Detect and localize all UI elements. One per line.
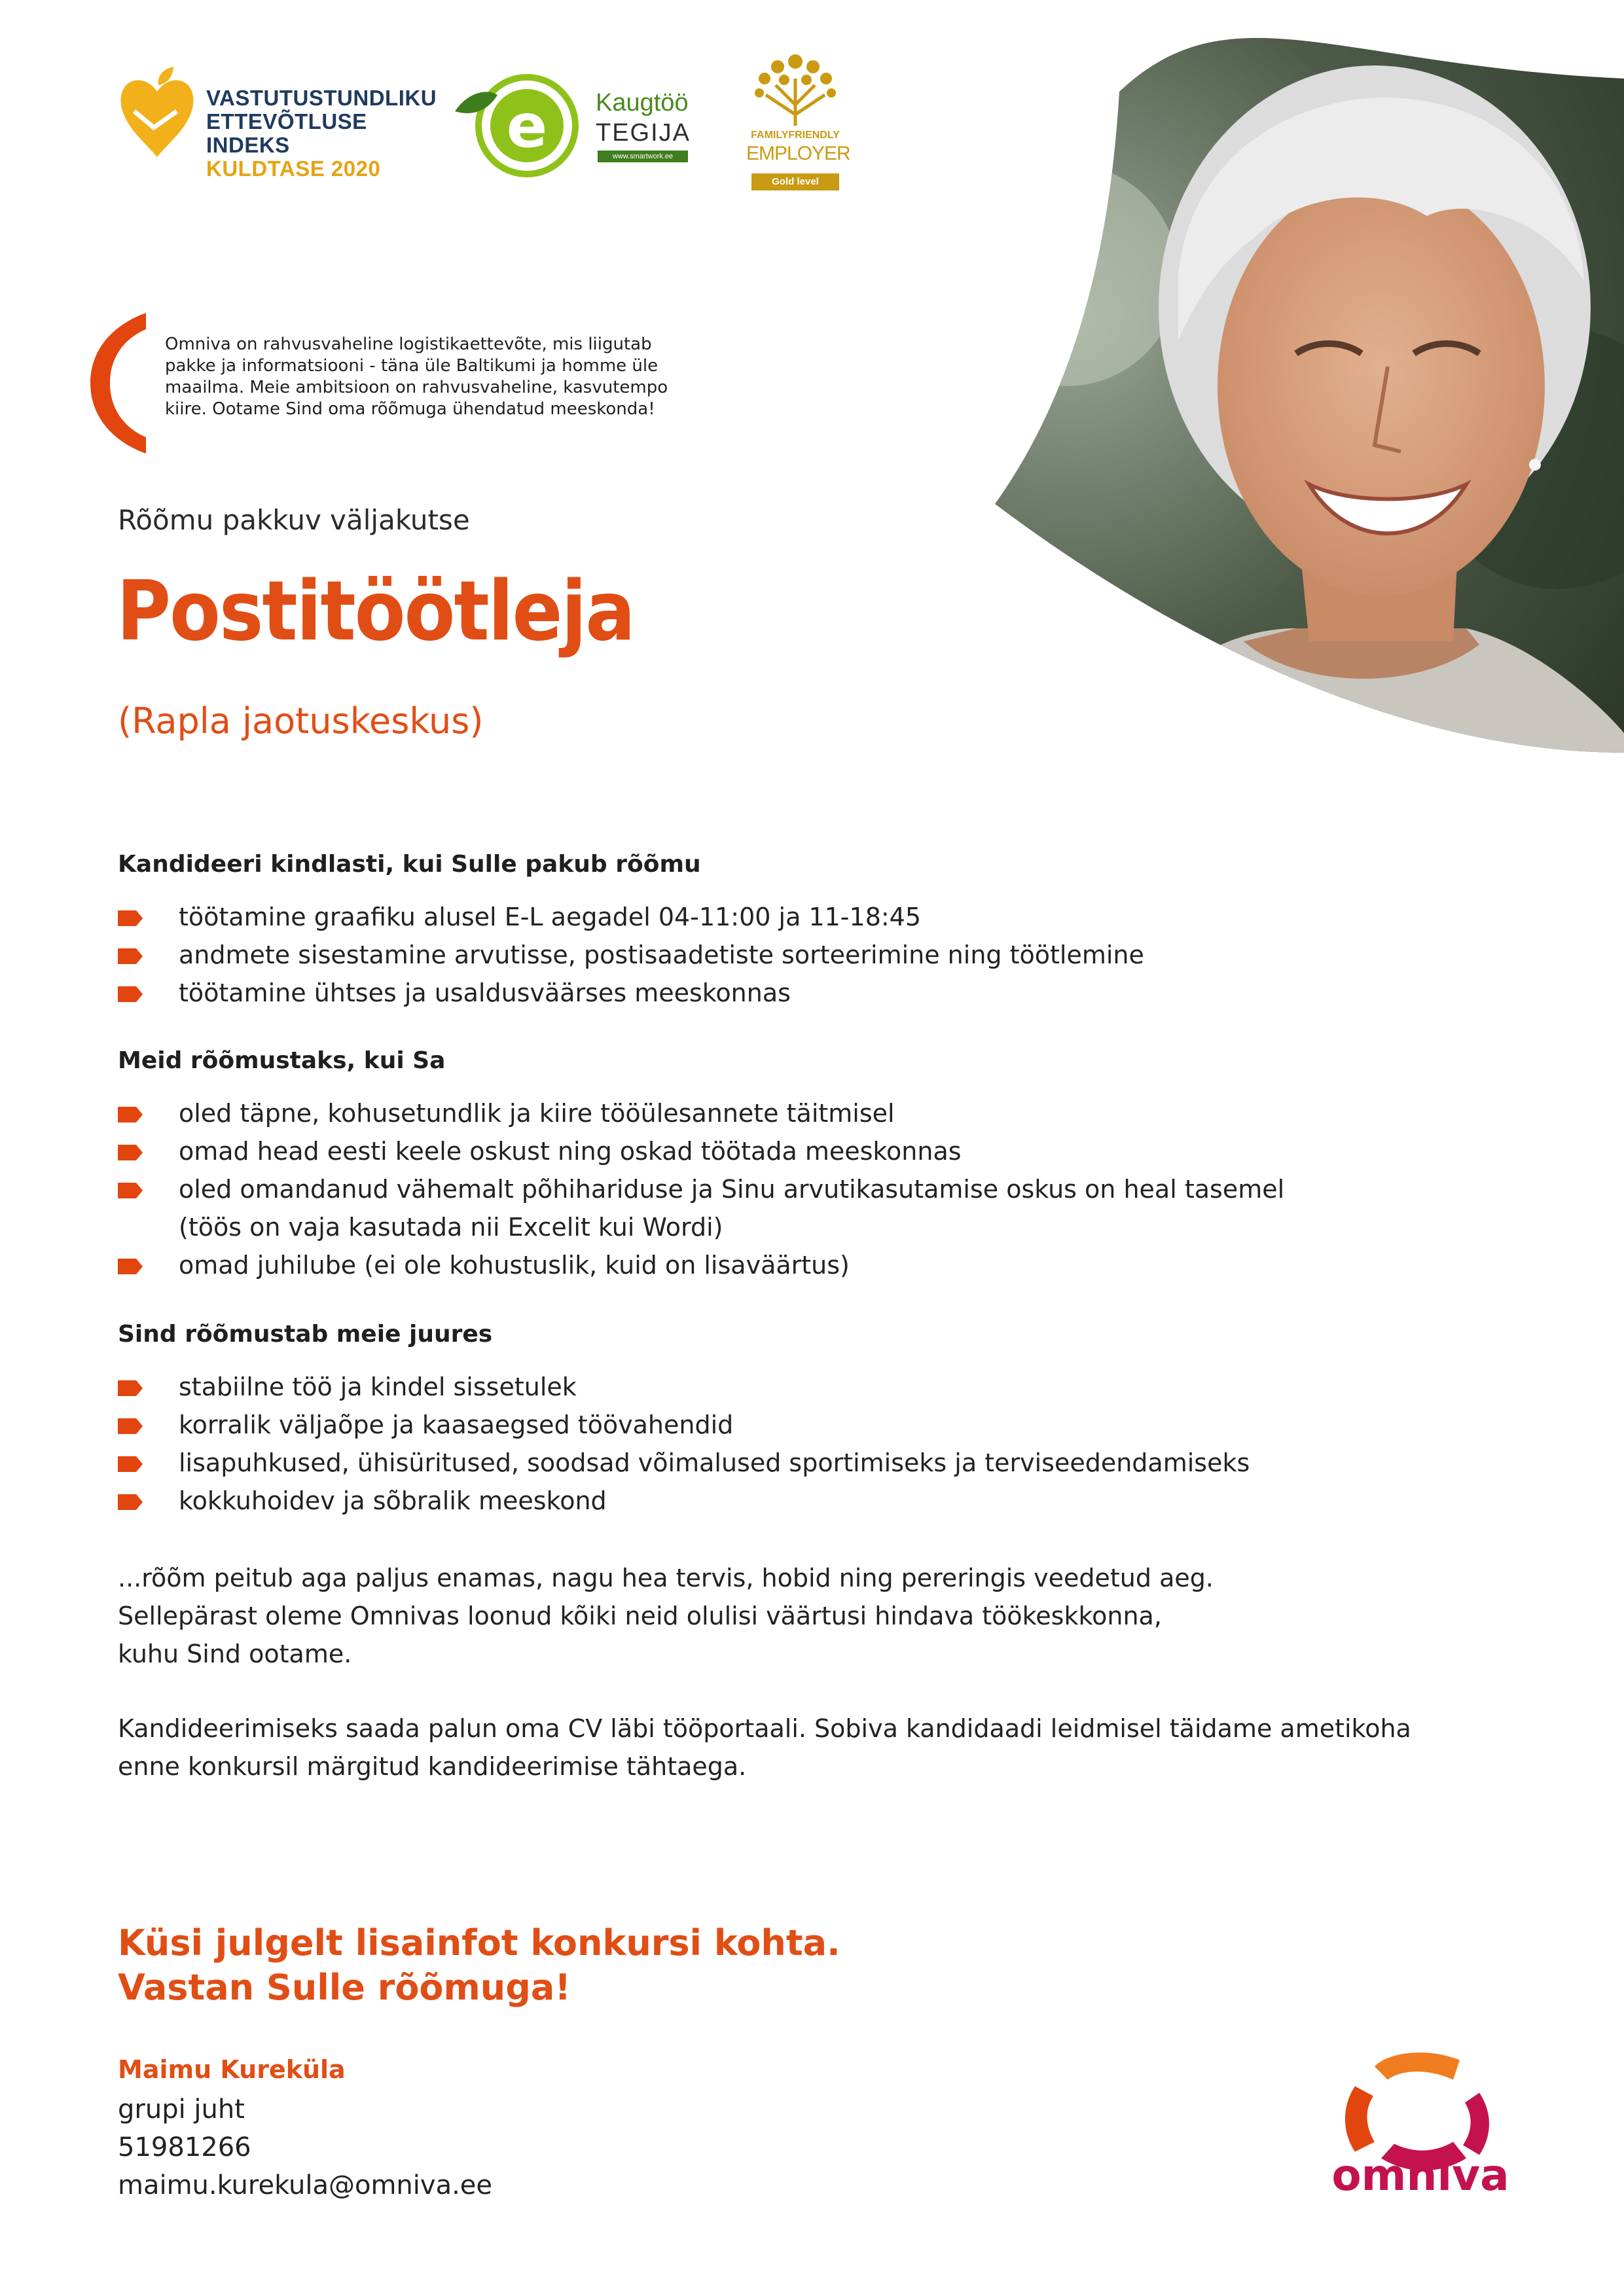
list-item (118, 974, 1492, 1012)
indeks-line2: ETTEVÕTLUSE INDEKS (206, 109, 367, 157)
requirements-list (118, 1094, 1492, 1284)
list-item (118, 1246, 1492, 1284)
kaugtoo-line1: Kaugtöö (596, 89, 689, 117)
requirements-heading: Meid rõõmustaks, kui Sa (118, 1047, 446, 1074)
list-item (118, 1170, 1492, 1246)
offer-list (118, 898, 1492, 1012)
list-item (118, 1368, 1492, 1406)
list-item-text: andmete sisestamine arvutisse, postisaadetiste sorteerimine ning töötlemine (179, 941, 1144, 969)
intro-line: pakke ja informatsiooni - täna üle Baltikumi ja homme üle (165, 356, 659, 376)
kaugtoo-tegija-logo (448, 65, 694, 183)
list-item-text: omad juhilube (ei ole kohustuslik, kuid on lisaväärtus) (179, 1251, 850, 1280)
list-item-text: kokkuhoidev ja sõbralik meeskond (179, 1486, 607, 1515)
cta-line: Vastan Sulle rõõmuga! (118, 1967, 571, 2008)
indeks-line1: VASTUTUSTUNDLIKU (206, 86, 437, 110)
arrow-bullet-icon (118, 1418, 143, 1434)
offer-heading: Kandideeri kindlasti, kui Sulle pakub rõõmu (118, 851, 701, 878)
heart-hands-icon (118, 65, 196, 170)
kaugtoo-line2: TEGIJA (596, 119, 691, 147)
contact-name: Maimu Kureküla (118, 2055, 346, 2084)
smiling-woman-photo (838, 0, 1624, 785)
closing-paragraph-2 (118, 1710, 1525, 1785)
family-friendly-employer-logo (746, 52, 850, 193)
list-item-text: stabiilne töö ja kindel sissetulek (179, 1372, 577, 1401)
closing-line: enne konkursil märgitud kandideerimise tähtaega. (118, 1752, 747, 1781)
closing-line: Sellepärast oleme Omnivas loonud kõiki neid olulisi väärtusi hindava töökeskkonna, (118, 1602, 1162, 1630)
call-to-action (118, 1921, 840, 2010)
list-item (118, 1406, 1492, 1444)
list-item-text: töötamine graafiku alusel E-L aegadel 04-11:00 ja 11-18:45 (179, 903, 922, 931)
omniva-wordmark: omniva (1331, 2150, 1509, 2200)
contact-email[interactable]: maimu.kurekula@omniva.ee (118, 2170, 493, 2200)
list-item (118, 1482, 1492, 1520)
list-item-text: töötamine ühtses ja usaldusväärses meeskonnas (179, 978, 791, 1007)
list-item-continuation: (töös on vaja kasutada nii Excelit kui Wordi) (179, 1213, 723, 1242)
list-item (118, 1132, 1492, 1170)
arrow-bullet-icon (118, 1456, 143, 1472)
tree-icon (746, 52, 844, 130)
job-location: (Rapla jaotuskeskus) (118, 700, 484, 742)
job-title: Postitöötleja (117, 563, 634, 659)
indeks-line3: KULDTASE 2020 (206, 156, 381, 181)
arrow-bullet-icon (118, 948, 143, 964)
arrow-bullet-icon (118, 1107, 143, 1122)
closing-line: Kandideerimiseks saada palun oma CV läbi tööportaali. Sobiva kandidaadi leidmisel täidame ametikoha (118, 1714, 1411, 1743)
list-item (118, 936, 1492, 974)
arrow-bullet-icon (118, 910, 143, 926)
list-item-text: lisapuhkused, ühisüritused, soodsad võimalused sportimiseks ja terviseedendamiseks (179, 1448, 1250, 1477)
intro-line: maailma. Meie ambitsioon on rahvusvaheline, kasvutempo (165, 378, 668, 397)
kaugtoo-url: www.smartwork.ee (598, 151, 688, 162)
closing-paragraph-1 (118, 1559, 1525, 1673)
list-item (118, 1094, 1492, 1132)
list-item-text: omad head eesti keele oskust ning oskad töötada meeskonnas (179, 1137, 962, 1166)
job-subtitle: Rõõmu pakkuv väljakutse (118, 504, 470, 536)
family-line2: EMPLOYER (746, 143, 850, 164)
list-item-text: oled omandanud vähemalt põhihariduse ja Sinu arvutikasutamise oskus on heal tasemel (179, 1175, 1285, 1204)
arrow-bullet-icon (118, 1183, 143, 1198)
e-leaf-icon (448, 65, 592, 183)
list-item (118, 898, 1492, 936)
company-intro (165, 334, 721, 420)
list-item-text: korralik väljaõpe ja kaasaegsed töövahendid (179, 1410, 734, 1439)
contact-role: grupi juht (118, 2094, 245, 2125)
benefits-heading: Sind rõõmustab meie juures (118, 1321, 493, 1348)
family-line1: FAMILYFRIENDLY (751, 130, 840, 141)
cta-line: Küsi julgelt lisainfot konkursi kohta. (118, 1922, 840, 1964)
list-item-text: oled täpne, kohusetundlik ja kiire tööülesannete täitmisel (179, 1099, 895, 1128)
intro-line: Omniva on rahvusvaheline logistikaettevõte, mis liigutab (165, 334, 652, 354)
arrow-bullet-icon (118, 1259, 143, 1274)
vastutustundliku-indeks-logo (118, 65, 437, 181)
intro-bracket-icon (90, 313, 149, 454)
svg-text:e: e (506, 91, 548, 161)
list-item (118, 1444, 1492, 1482)
intro-line: kiire. Ootame Sind oma rõõmuga ühendatud meeskonda! (165, 399, 655, 419)
arrow-bullet-icon (118, 1145, 143, 1160)
benefits-list (118, 1368, 1492, 1520)
arrow-bullet-icon (118, 1380, 143, 1396)
family-line3: Gold level (751, 173, 839, 190)
closing-line: ...rõõm peitub aga paljus enamas, nagu hea tervis, hobid ning pereringis veedetud aeg. (118, 1564, 1214, 1592)
arrow-bullet-icon (118, 1494, 143, 1510)
contact-phone[interactable]: 51981266 (118, 2132, 251, 2162)
arrow-bullet-icon (118, 986, 143, 1002)
closing-line: kuhu Sind ootame. (118, 1640, 352, 1668)
